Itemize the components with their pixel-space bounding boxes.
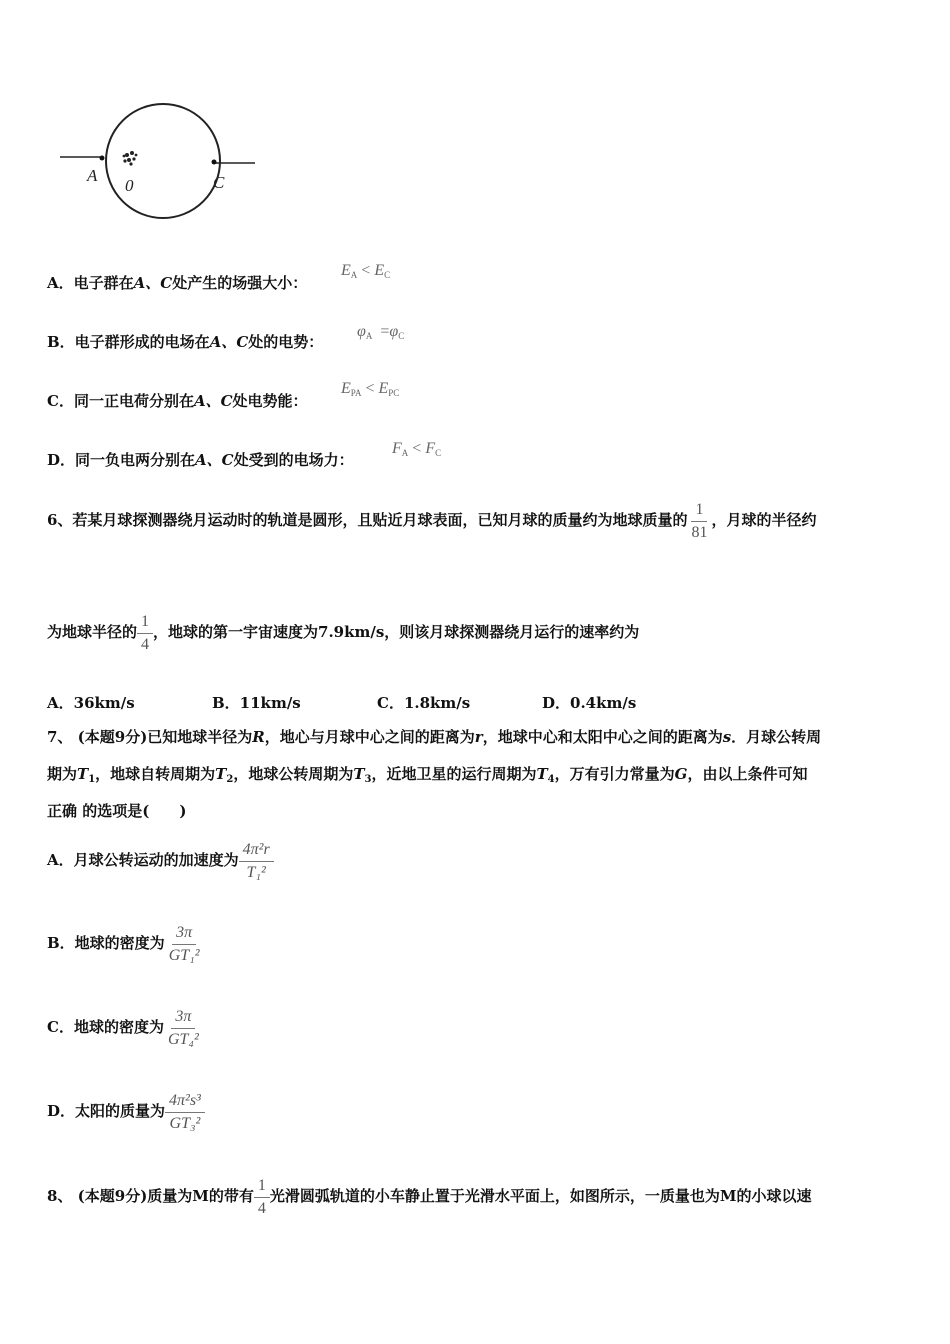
label-c: C bbox=[213, 173, 225, 192]
point-c bbox=[212, 160, 217, 165]
q7-line2: 期为$T_1$，地球自转周期为$T_2$，地球公转周期为$T_3$，近地卫星的运行周期为$T_4$，万有引力常量为G，由以上条件可知 bbox=[47, 765, 808, 785]
q5-option-c-math: $E_{PA} < E_{PC}$ bbox=[341, 380, 400, 398]
q6-line2: 为地球半径的 $\frac{1}{4}$ ，地球的第一宇宙速度为7.9km/s，则该月球探测器绕月运行的速率约为 bbox=[47, 608, 639, 656]
formula-b: $\frac{3\pi}{\text{GT₁²}}$ bbox=[168, 923, 200, 964]
formula-c: $\frac{3\pi}{\text{GT₄²}}$ bbox=[167, 1007, 199, 1048]
point-a bbox=[100, 156, 105, 161]
formula-d: $\frac{\text{4π²s³}}{\text{GT₃²}}$ bbox=[165, 1090, 205, 1135]
q7-option-b: B．地球的密度为 $\frac{3\pi}{\text{GT₁²}}$ bbox=[47, 918, 204, 968]
fraction-1-81: $\frac{1}{81}$ bbox=[691, 500, 708, 541]
label-o: 0 bbox=[125, 176, 134, 195]
q5-option-b-math: $\varphi_A =\varphi_C$ bbox=[357, 323, 405, 341]
q7-line1: 7、 (本题9分)已知地球半径为R，地心与月球中心之间的距离为r，地球中心和太阳中心之间的距离为s．月球公转周 bbox=[47, 728, 822, 746]
q5-option-a: A．电子群在A、C处产生的场强大小： bbox=[47, 274, 308, 292]
label-a: A bbox=[87, 166, 98, 185]
q5-option-b: B．电子群形成的电场在A、C处的电势： bbox=[47, 333, 324, 351]
q6-options bbox=[47, 693, 707, 713]
electron-cloud bbox=[123, 151, 138, 166]
fraction-1-4: $\frac{1}{4}$ bbox=[137, 611, 153, 656]
q6-option-b: B．11km/s bbox=[212, 694, 301, 712]
fraction-quarter: $\frac{1}{4}$ bbox=[254, 1175, 270, 1220]
q5-option-d-math: $F_A < F_C$ bbox=[392, 440, 442, 458]
q7-option-d: D．太阳的质量为 $\frac{\text{4π²s³}}{\text{GT₃²}}$ bbox=[47, 1086, 205, 1136]
q6-option-a: A．36km/s bbox=[47, 694, 135, 712]
q7-line3: 正确 的选项是( ) bbox=[47, 802, 187, 820]
q5-option-c: C．同一正电荷分别在A、C处电势能： bbox=[47, 392, 308, 410]
electron-circle-figure bbox=[55, 95, 265, 225]
orbit-circle bbox=[106, 104, 220, 218]
q7-option-c: C．地球的密度为 $\frac{3\pi}{\text{GT₄²}}$ bbox=[47, 1002, 203, 1052]
q5-option-a-math: $E_A < E_C$ bbox=[341, 262, 391, 280]
q6-line1: 6、若某月球探测器绕月运动时的轨道是圆形，且贴近月球表面，已知月球的质量约为地球质量的 $\frac{1}{81}$ ，月球的半径约 bbox=[47, 496, 816, 544]
q6-option-d: D．0.4km/s bbox=[542, 694, 637, 712]
q8-line1: 8、 (本题9分)质量为M的带有 $\frac{1}{4}$ 光滑圆弧轨道的小车静止置于光滑水平面上，如图所示，一质量也为M的小球以速 bbox=[47, 1172, 812, 1220]
q5-option-d: D．同一负电两分别在A、C处受到的电场力： bbox=[47, 451, 354, 469]
q6-option-c: C．1.8km/s bbox=[377, 694, 471, 712]
formula-a: $\frac{\text{4π²r}}{\text{T₁²}}$ bbox=[239, 839, 274, 884]
q7-option-a: A．月球公转运动的加速度为 $\frac{\text{4π²r}}{\text{T₁²}}$ bbox=[47, 835, 274, 885]
